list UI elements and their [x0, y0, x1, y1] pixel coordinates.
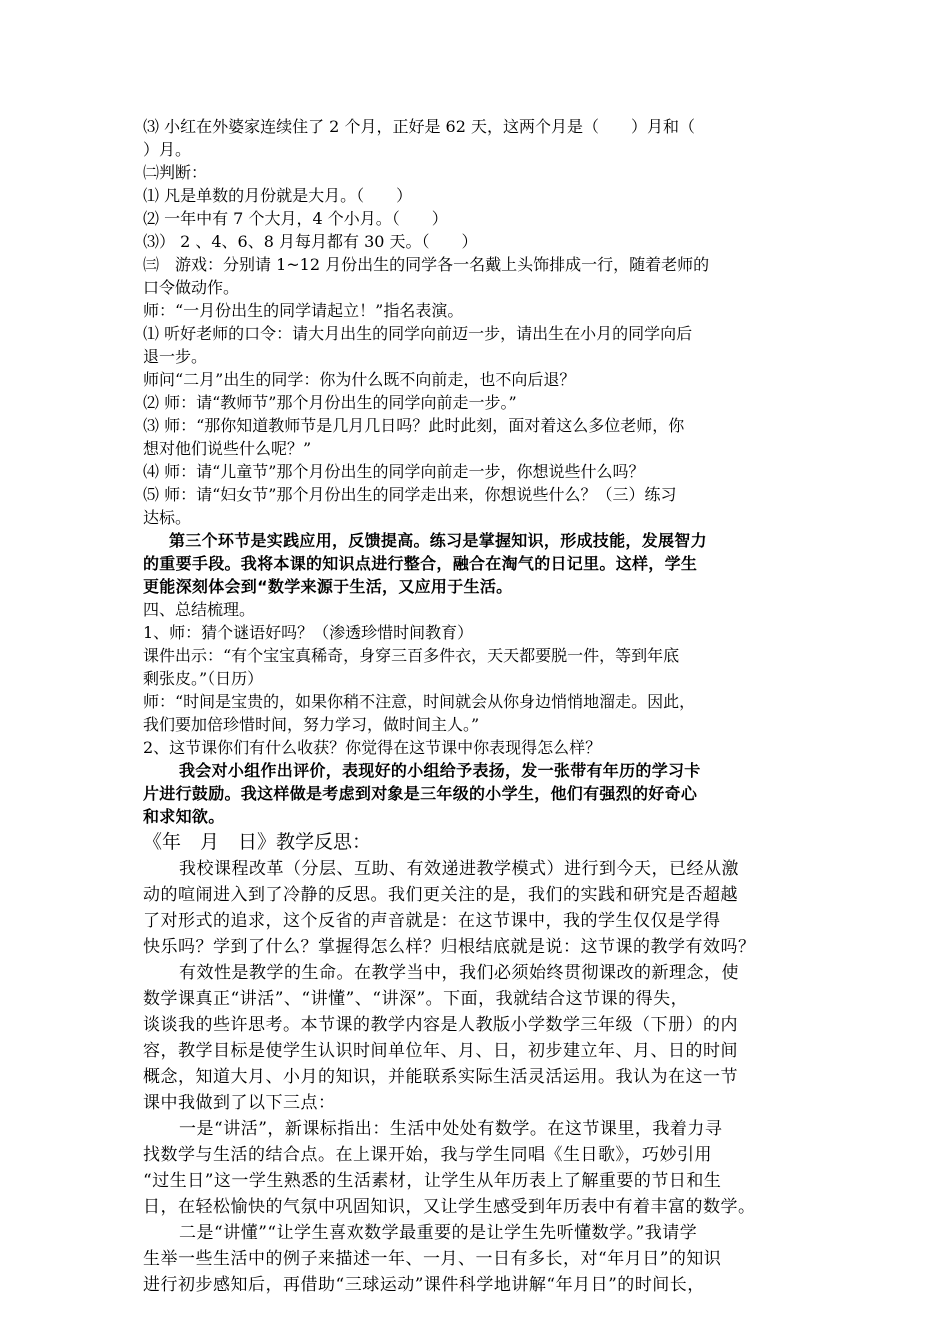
text-line: 二是“讲懂”“让学生喜欢数学最重要的是让学生先听懂数学。”我请学	[179, 1223, 698, 1243]
text-line: 课件出示：“有个宝宝真稀奇，身穿三百多件衣，天天都要脱一件，等到年底	[143, 646, 680, 665]
text-line: 2、这节课你们有什么收获？你觉得在这节课中你表现得怎么样？	[143, 738, 602, 757]
text-line: 快乐吗？学到了什么？掌握得怎么样？归根结底就是说：这节课的教学有效吗？	[143, 937, 756, 957]
text-line: 1、师：猜个谜语好吗？（渗透珍惜时间教育）	[143, 623, 474, 642]
bold-line: 更能深刻体会到“数学来源于生活，又应用于生活。	[143, 577, 513, 596]
text-line: 进行初步感知后，再借助“三球运动”课件科学地讲解“年月日”的时间长，	[143, 1275, 705, 1295]
text-line: 有效性是教学的生命。在教学当中，我们必须始终贯彻课改的新理念，使	[179, 963, 739, 983]
text-line: 我们要加倍珍惜时间，努力学习，做时间主人。”	[143, 715, 480, 734]
text-line: 退一步。	[143, 347, 208, 366]
bold-line: 第三个环节是实践应用，反馈提高。练习是掌握知识，形成技能，发展智力	[169, 531, 707, 550]
bold-paragraph-evaluation	[143, 759, 808, 828]
text-line: 谈谈我的些许思考。本节课的教学内容是人教版小学数学三年级（下册）的内	[143, 1015, 738, 1035]
text-line: ⑵ 师：请“教师节”那个月份出生的同学向前走一步。”	[143, 393, 517, 412]
summary-section	[143, 598, 808, 759]
text-line: 剩张皮。”（日历）	[143, 669, 264, 688]
subheading-judge: ㈡判断：	[143, 163, 208, 182]
text-line: 一是“讲活”，新课标指出：生活中处处有数学。在这节课里，我着力寻	[179, 1119, 723, 1139]
bold-line: 片进行鼓励。我这样做是考虑到对象是三年级的小学生，他们有强烈的好奇心	[143, 784, 698, 803]
bold-line: 和求知欲。	[143, 807, 225, 826]
text-line: 达标。	[143, 508, 192, 527]
text-line: 想对他们说些什么呢？”	[143, 439, 312, 458]
text-line: 师：“一月份出生的同学请起立！”指名表演。	[143, 301, 464, 320]
text-line: ㈢ 游戏：分别请 1~12 月份出生的同学各一名戴上头饰排成一行，随着老师的	[143, 255, 710, 274]
text-line: ）月。	[143, 140, 192, 159]
section-title: 四、总结梳理。	[143, 600, 256, 619]
text-line: ⑶ 师：“那你知道教师节是几月几日吗？此时此刻，面对着这么多位老师，你	[143, 416, 685, 435]
text-line: ⑵ 一年中有 7 个大月，4 个小月。（ ）	[143, 209, 448, 228]
text-line: 数学课真正“讲活”、“讲懂”、“讲深”。下面，我就结合这节课的得失，	[143, 989, 689, 1009]
text-line: 找数学与生活的结合点。在上课开始，我与学生同唱《生日歌》，巧妙引用	[143, 1145, 712, 1165]
text-line: 概念，知道大月、小月的知识，并能联系实际生活灵活运用。我认为在这一节	[143, 1067, 738, 1087]
text-line: ⑶ 小红在外婆家连续住了 2 个月，正好是 62 天，这两个月是（ ）月和（	[143, 117, 695, 136]
text-line: 口令做动作。	[143, 278, 240, 297]
text-line: 生举一些生活中的例子来描述一年、一月、一日有多长，对“年月日”的知识	[143, 1249, 722, 1269]
bold-line: 我会对小组作出评价，表现好的小组给予表扬，发一张带有年历的学习卡	[179, 761, 701, 780]
document-page	[143, 115, 808, 1298]
reflection-section	[143, 856, 808, 1298]
bold-line: 的重要手段。我将本课的知识点进行整合，融合在淘气的日记里。这样，学生	[143, 554, 698, 573]
text-line: ⑸ 师：请“妇女节”那个月份出生的同学走出来，你想说些什么？（三）练习	[143, 485, 677, 504]
text-line: 我校课程改革（分层、互助、有效递进教学模式）进行到今天，已经从激	[179, 859, 739, 879]
text-line: 师问“二月”出生的同学：你为什么既不向前走，也不向后退？	[143, 370, 576, 389]
text-line: 师：“时间是宝贵的，如果你稍不注意，时间就会从你身边悄悄地溜走。因此，	[143, 692, 696, 711]
text-line: ⑷ 师：请“儿童节”那个月份出生的同学向前走一步，你想说些什么吗？	[143, 462, 645, 481]
text-line: 动的喧闹进入到了冷静的反思。我们更关注的是，我们的实践和研究是否超越	[143, 885, 738, 905]
text-line: ⑶） 2 、4、6、8 月每月都有 30 天。（ ）	[143, 232, 478, 251]
text-line: ⑴ 听好老师的口令：请大月出生的同学向前迈一步，请出生在小月的同学向后	[143, 324, 693, 343]
text-line: 了对形式的追求，这个反省的声音就是：在这节课中，我的学生仅仅是学得	[143, 911, 721, 931]
exercise-section	[143, 115, 808, 529]
text-line: 日，在轻松愉快的气氛中巩固知识，又让学生感受到年历表中有着丰富的数学。	[143, 1197, 756, 1217]
text-line: “过生日”这一学生熟悉的生活素材，让学生从年历表上了解重要的节日和生	[143, 1171, 722, 1191]
reflection-heading: 《年 月 日》教学反思：	[143, 831, 372, 853]
text-line: ⑴ 凡是单数的月份就是大月。（ ）	[143, 186, 413, 205]
text-line: 容，教学目标是使学生认识时间单位年、月、日，初步建立年、月、日的时间	[143, 1041, 738, 1061]
text-line: 课中我做到了以下三点：	[143, 1093, 336, 1113]
bold-paragraph-practice	[143, 529, 808, 598]
